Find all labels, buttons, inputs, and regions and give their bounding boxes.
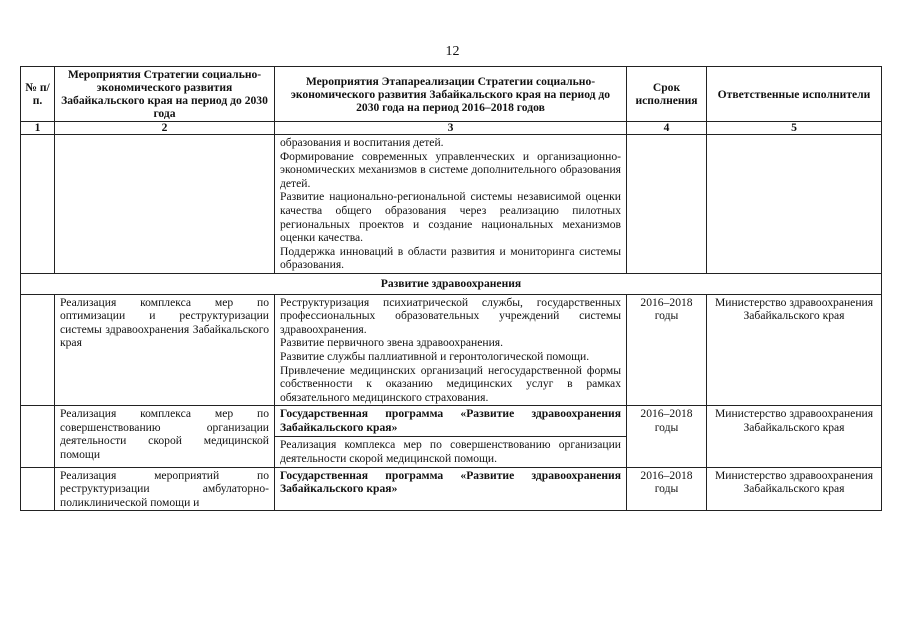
responsible: Министерство здравоохранения Забайкальского края <box>707 406 882 467</box>
header-row <box>21 67 882 122</box>
column-number: 1 <box>21 122 55 135</box>
table-row <box>21 467 882 511</box>
strategy-measure: Реализация комплекса мер по совершенствованию организации деятельности скорой медицинской помощи <box>55 406 275 467</box>
responsible: Министерство здравоохранения Забайкальского края <box>707 294 882 406</box>
header-responsible: Ответственные исполнители <box>707 67 882 122</box>
deadline: 2016–2018 годы <box>627 406 707 467</box>
program-title: Государственная программа «Развитие здравоохранения Забайкальского края» <box>280 468 621 496</box>
measure-text: Реализация комплекса мер по совершенствованию организации деятельности скорой медицинской помощи. <box>275 436 626 465</box>
stage-measures-cell <box>275 467 627 511</box>
section-title: Развитие здравоохранения <box>21 273 882 294</box>
measure-text: образования и воспитания детей. <box>280 136 444 149</box>
table-row <box>21 135 882 274</box>
measure-text: Привлечение медицинских организаций негосударственной формы собственности к оказанию медицинских услуг в рамках обязательного медицинского страхования. <box>280 363 621 404</box>
header-stage-measures: Мероприятия Этапареализации Стратегии социально-экономического развития Забайкальского края на период до 2030 года на период 2016–2018 годов <box>275 67 627 122</box>
table-row <box>21 294 882 406</box>
stage-measures-cell <box>275 406 627 467</box>
program-title: Государственная программа «Развитие здравоохранения Забайкальского края» <box>280 407 621 434</box>
stage-measures-cell <box>275 135 627 274</box>
strategy-table <box>20 66 882 511</box>
measure-text: Формирование современных управленческих и организационно-экономических механизмов в системе дополнительного образования детей. <box>280 149 621 190</box>
column-number-row <box>21 122 882 135</box>
measure-text: Развитие службы паллиативной и геронтологической помощи. <box>280 349 590 363</box>
deadline: 2016–2018 годы <box>627 294 707 406</box>
measure-text: Поддержка инноваций в области развития и мониторинга системы образования. <box>280 244 621 272</box>
measure-text: Реструктуризация психиатрической службы, государственных профессиональных образовательных учреждений системы здравоохранения. <box>280 295 621 336</box>
column-number: 5 <box>707 122 882 135</box>
column-number: 4 <box>627 122 707 135</box>
stage-measures-cell <box>275 294 627 406</box>
responsible: Министерство здравоохранения Забайкальского края <box>707 467 882 511</box>
header-number: № п/п. <box>21 67 55 122</box>
measure-text: Развитие первичного звена здравоохранения. <box>280 336 504 350</box>
header-deadline: Срок исполнения <box>627 67 707 122</box>
column-number: 2 <box>55 122 275 135</box>
header-strategy-measures: Мероприятия Стратегии социально-экономического развития Забайкальского края на период до 2030 года <box>55 67 275 122</box>
deadline: 2016–2018 годы <box>627 467 707 511</box>
table-row <box>21 406 882 467</box>
measure-text: Развитие национально-региональной системы независимой оценки качества общего образования через реализацию пилотных региональных проектов и создание национальных механизмов оценки качества. <box>280 190 621 245</box>
strategy-measure: Реализация мероприятий по реструктуризации амбулаторно-поликлинической помощи и <box>55 467 275 511</box>
column-number: 3 <box>275 122 627 135</box>
strategy-measure: Реализация комплекса мер по оптимизации и реструктуризации системы здравоохранения Забайкальского края <box>55 294 275 406</box>
section-row <box>21 273 882 294</box>
page-number: 12 <box>445 44 460 59</box>
